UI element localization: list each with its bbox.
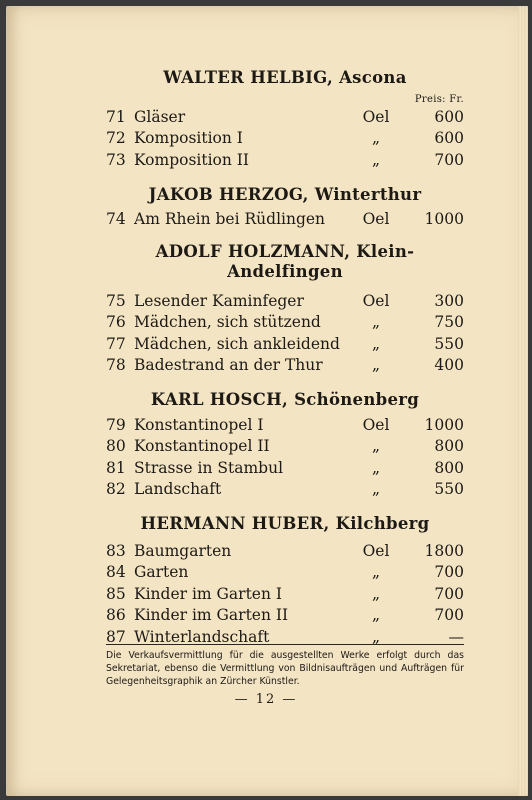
work-medium: „	[371, 563, 381, 582]
work-row	[106, 149, 464, 171]
work-number: 81	[106, 458, 126, 477]
work-medium: „	[371, 356, 381, 375]
works-table	[106, 540, 464, 648]
work-number: 84	[106, 563, 126, 582]
work-price: 700	[434, 584, 464, 603]
work-medium: Oel	[362, 291, 390, 310]
works-table	[106, 106, 464, 171]
work-title: Lesender Kaminfeger	[134, 291, 304, 310]
work-row	[106, 540, 464, 562]
works-table	[106, 209, 464, 231]
work-price: 600	[434, 107, 464, 126]
work-number: 72	[106, 129, 126, 148]
work-title: Garten	[134, 563, 189, 582]
works-table	[106, 414, 464, 500]
work-price: 700	[434, 606, 464, 625]
work-row	[106, 312, 464, 334]
work-price: 550	[434, 334, 464, 353]
catalog-page	[6, 6, 528, 796]
work-medium: „	[371, 480, 381, 499]
work-price: 300	[434, 291, 464, 310]
work-medium: Oel	[362, 541, 390, 560]
work-row	[106, 605, 464, 627]
work-row	[106, 209, 464, 231]
work-row	[106, 414, 464, 436]
works-table	[106, 290, 464, 376]
artist-header: WALTER HELBIG, Ascona	[163, 68, 407, 87]
work-title: Winterlandschaft	[134, 627, 270, 646]
work-medium: „	[371, 627, 381, 646]
work-title: Landschaft	[134, 480, 222, 499]
work-row	[106, 333, 464, 355]
work-row	[106, 290, 464, 312]
catalog-content	[106, 68, 464, 648]
work-medium: „	[371, 458, 381, 477]
work-number: 83	[106, 541, 126, 560]
work-price: 750	[434, 313, 464, 332]
work-medium: „	[371, 334, 381, 353]
work-number: 82	[106, 480, 126, 499]
sales-notice: Die Verkaufsvermittlung für die ausgestellten Werke erfolgt durch das Sekretariat, ebenso die Vermittlung von Bildnisaufträgen und Aufträgen für Gelegenheitsgraphik an Zürcher Künstler.	[106, 650, 464, 687]
work-price: 800	[434, 437, 464, 456]
work-title: Am Rhein bei Rüdlingen	[134, 210, 326, 229]
work-number: 85	[106, 584, 126, 603]
work-number: 87	[106, 627, 126, 646]
work-price: —	[448, 627, 464, 646]
work-row	[106, 355, 464, 377]
work-title: Komposition I	[134, 129, 243, 148]
work-number: 77	[106, 334, 126, 353]
work-title: Gläser	[134, 107, 186, 126]
work-title: Konstantinopel I	[134, 415, 264, 434]
work-title: Kinder im Garten II	[134, 606, 289, 625]
work-medium: „	[371, 150, 381, 169]
work-title: Konstantinopel II	[134, 437, 270, 456]
work-row	[106, 436, 464, 458]
work-row	[106, 583, 464, 605]
work-price: 1000	[424, 210, 464, 229]
work-medium: „	[371, 584, 381, 603]
work-title: Kinder im Garten I	[134, 584, 282, 603]
work-title: Strasse in Stambul	[134, 458, 284, 477]
price-column-header: Preis: Fr.	[414, 94, 464, 105]
work-price: 1000	[424, 415, 464, 434]
work-number: 74	[106, 210, 126, 229]
work-price: 800	[434, 458, 464, 477]
work-medium: „	[371, 437, 381, 456]
work-medium: Oel	[362, 210, 390, 229]
work-row	[106, 106, 464, 128]
work-title: Baumgarten	[134, 541, 232, 560]
work-price: 700	[434, 563, 464, 582]
work-medium: Oel	[362, 107, 390, 126]
work-medium: „	[371, 129, 381, 148]
artist-header: ADOLF HOLZMANN, Klein-Andelfingen	[155, 242, 415, 281]
work-title: Komposition II	[134, 150, 250, 169]
work-number: 75	[106, 291, 126, 310]
work-title: Mädchen, sich ankleidend	[134, 334, 340, 353]
work-medium: „	[371, 313, 381, 332]
work-medium: Oel	[362, 415, 390, 434]
work-number: 86	[106, 606, 126, 625]
work-price: 550	[434, 480, 464, 499]
work-title: Mädchen, sich stützend	[134, 313, 321, 332]
work-medium: „	[371, 606, 381, 625]
work-number: 78	[106, 356, 126, 375]
work-number: 73	[106, 150, 126, 169]
work-row	[106, 457, 464, 479]
artist-header: KARL HOSCH, Schönenberg	[150, 390, 420, 409]
artist-header: HERMANN HUBER, Kilchberg	[140, 514, 430, 533]
work-row	[106, 128, 464, 150]
work-price: 600	[434, 129, 464, 148]
work-price: 1800	[424, 541, 464, 560]
page-number: — 12 —	[234, 692, 298, 707]
notice-divider	[106, 644, 464, 645]
work-price: 700	[434, 150, 464, 169]
work-number: 80	[106, 437, 126, 456]
work-title: Badestrand an der Thur	[134, 356, 323, 375]
work-row	[106, 562, 464, 584]
work-row	[106, 479, 464, 501]
work-number: 79	[106, 415, 126, 434]
work-number: 76	[106, 313, 126, 332]
artist-header: JAKOB HERZOG, Winterthur	[148, 184, 422, 204]
work-price: 400	[434, 356, 464, 375]
work-number: 71	[106, 107, 126, 126]
